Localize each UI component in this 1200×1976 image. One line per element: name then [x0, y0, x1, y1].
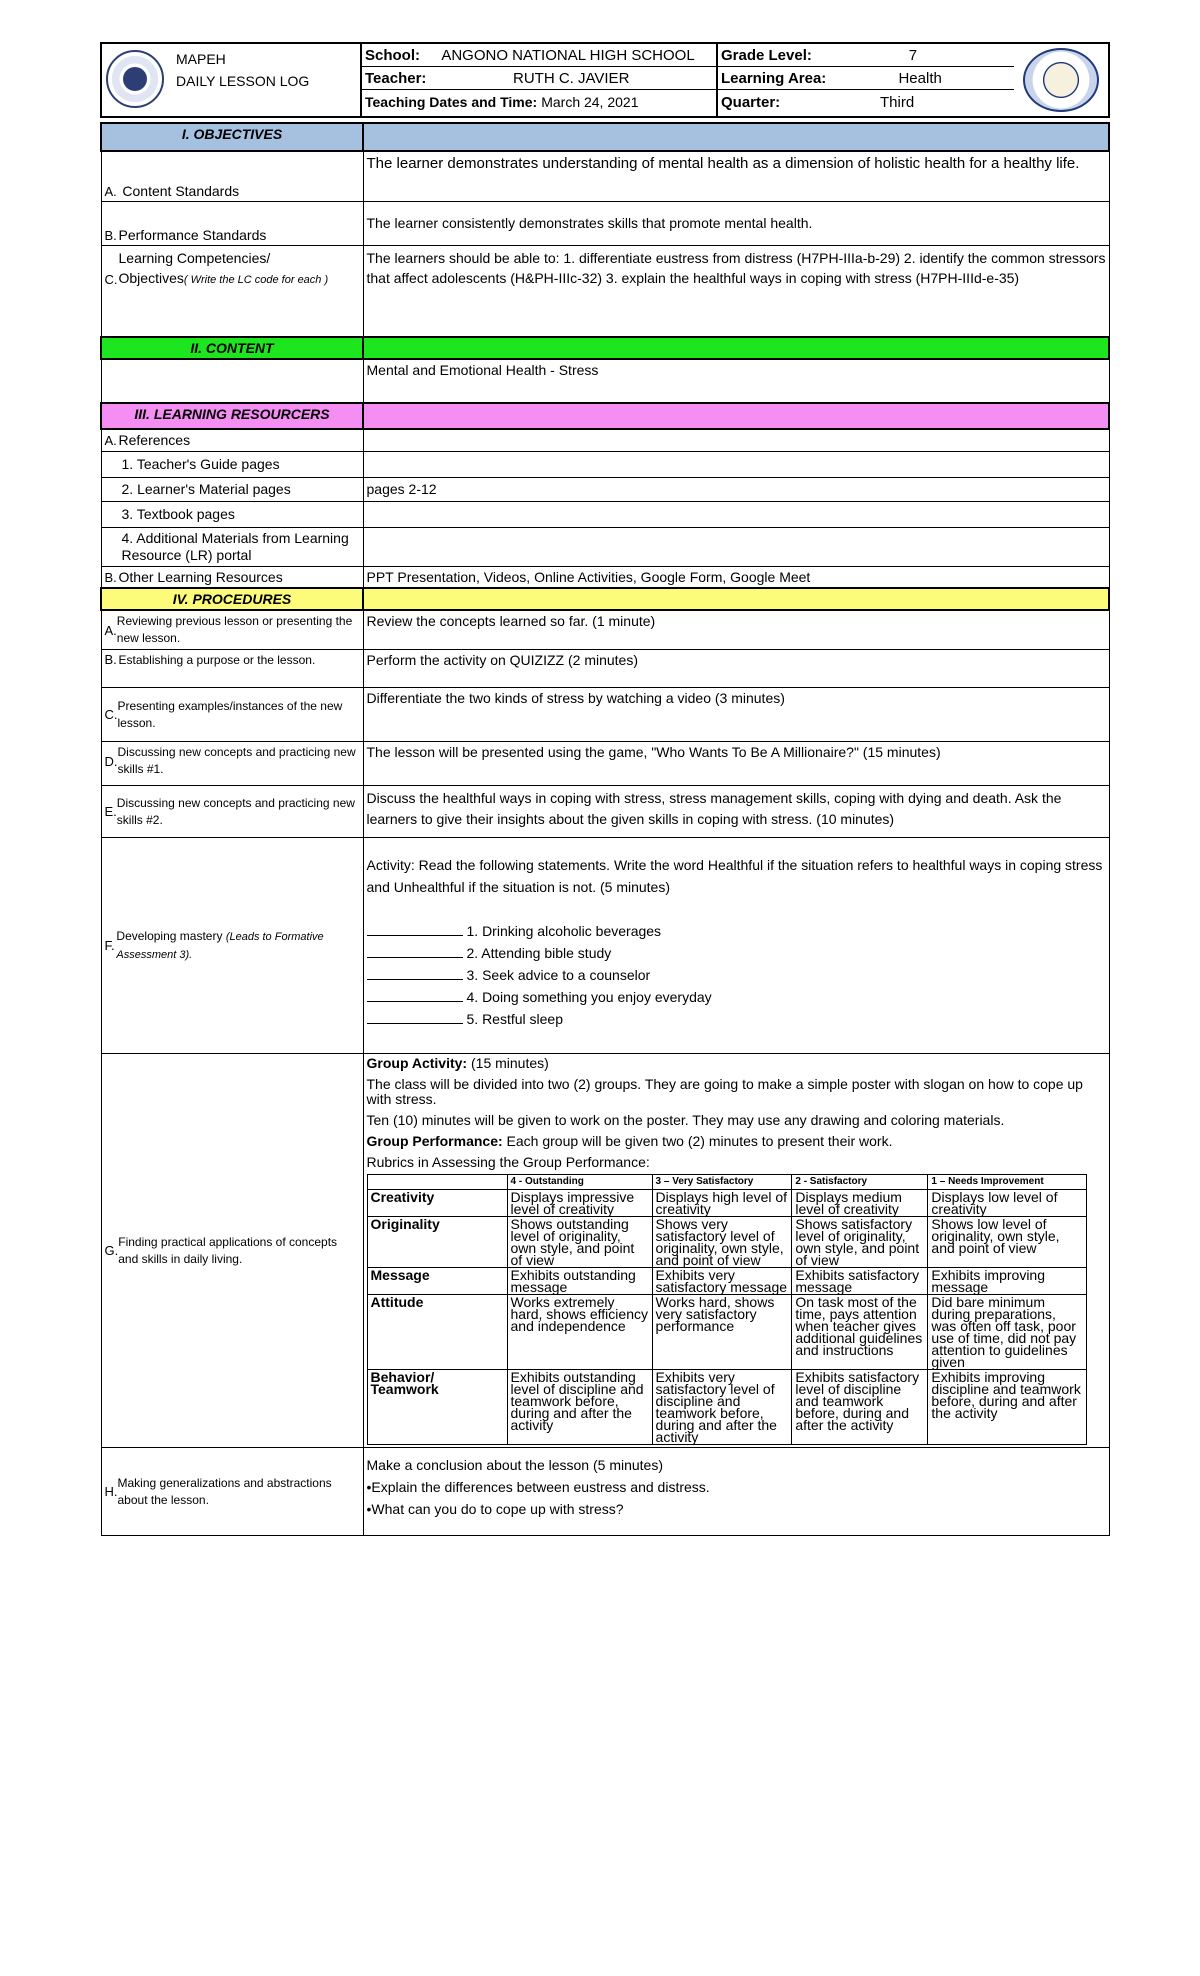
teacher-label: Teacher:	[365, 69, 427, 87]
objectives-label: Objectives	[118, 269, 184, 286]
content-standards-text: The learner demonstrates understanding of mental health as a dimension of holistic health for a healthy life.	[366, 155, 1080, 172]
table-row	[101, 501, 1109, 527]
procedures-heading-row	[101, 588, 1109, 610]
table-row: C. Presenting examples/instances of the new lesson. Differentiate the two kinds of stress by watching a video (3 minutes)	[101, 688, 1109, 742]
table-row: Behavior/ Teamwork Exhibits outstanding level of discipline and teamwork before, during and after the activity Exhibits very satisfactory level of discipline and teamwork before, during and after the activity Exhibits satisfactory level of discipline and teamwork before, during and after the activity Exhibits improving discipline and teamwork before, during and after the activity	[367, 1370, 1086, 1445]
title-mapeh: MAPEH	[176, 51, 226, 67]
school-label: School:	[365, 46, 420, 64]
header-school-block	[362, 44, 718, 116]
performance-standards-label: Performance Standards	[118, 226, 267, 243]
quarter-value: Third	[880, 93, 915, 111]
table-row: E. Discussing new concepts and practicing new skills #2. Discuss the healthful ways in coping with stress, stress management skills, coping with dying and death. Ask the learners to give their insights about the given skills in coping with stress. (10 minutes)	[101, 786, 1109, 838]
references-label: References	[118, 432, 191, 448]
table-row: B. Performance Standards The learner consistently demonstrates skills that promote mental health.	[101, 201, 1109, 245]
quarter-label: Quarter:	[721, 93, 781, 111]
group-activity-text: The class will be divided into two (2) groups. They are going to make a simple poster with slogan on how to cope up with stress.	[366, 1076, 1083, 1107]
resources-heading: III. LEARNING RESOURCERS	[101, 403, 363, 429]
header	[100, 42, 1110, 118]
list-item: 3. Seek advice to a counselor	[367, 964, 1106, 986]
procedure-h-line3: •What can you do to cope up with stress?	[366, 1501, 624, 1517]
teacher-row	[362, 67, 716, 90]
learners-material-value: pages 2-12	[363, 477, 1109, 501]
objectives-heading: I. OBJECTIVES	[101, 123, 363, 151]
additional-materials-label: 4. Additional Materials from Learning Resource (LR) portal	[101, 527, 363, 566]
procedure-b-text: Perform the activity on QUIZIZZ (2 minutes)	[363, 650, 1109, 688]
textbook-label: 3. Textbook pages	[101, 501, 363, 527]
header-grade-block	[718, 44, 1014, 116]
school-value: ANGONO NATIONAL HIGH SCHOOL	[441, 46, 695, 64]
procedure-e-label: Discussing new concepts and practicing new skills #2.	[116, 795, 355, 827]
procedure-f-intro: Activity: Read the following statements. Write the word Healthful if the situation refers to healthful ways in coping stress and Unhealthful if the situation is not. (5 minutes)	[366, 857, 1103, 895]
list-item: 5. Restful sleep	[367, 1008, 1106, 1030]
table-row	[101, 451, 1109, 477]
content-text: Mental and Emotional Health - Stress	[366, 362, 599, 378]
procedure-c-label: Presenting examples/instances of the new lesson.	[117, 698, 343, 730]
table-row	[101, 359, 1109, 403]
rubric-header-row: 4 - Outstanding 3 – Very Satisfactory 2 - Satisfactory 1 – Needs Improvement	[367, 1175, 1086, 1190]
learners-material-label: 2. Learner's Material pages	[101, 477, 363, 501]
table-row: B. Other Learning Resources PPT Presentation, Videos, Online Activities, Google Form, Google Meet	[101, 566, 1109, 588]
table-row: C. Learning Competencies/ Objectives( Write the LC code for each ) The learners should be able to: 1. differentiate eustress from distress (H7PH-IIIa-b-29) 2. identify the common stressors that affect adolescents (H&PH-IIIc-32) 3. explain the healthful ways in coping with stress (H7PH-IIId-e-35)	[101, 245, 1109, 337]
area-value: Health	[898, 69, 942, 87]
table-row	[101, 477, 1109, 501]
table-row: Creativity Displays impressive level of creativity Displays high level of creativity Displays medium level of creativity Displays low level of creativity	[367, 1190, 1086, 1217]
quarter-row	[718, 90, 1014, 114]
content-heading-row	[101, 337, 1109, 359]
procedure-e-text: Discuss the healthful ways in coping with stress, stress management skills, coping with dying and death. Ask the learners to give their insights about the given skills in coping with stress. (10 minutes)	[363, 786, 1109, 838]
performance-standards-text: The learner consistently demonstrates skills that promote mental health.	[366, 215, 813, 231]
lc-code-note: ( Write the LC code for each )	[183, 273, 329, 286]
lesson-table	[100, 122, 1110, 1536]
other-resources-value: PPT Presentation, Videos, Online Activities, Google Form, Google Meet	[363, 566, 1109, 588]
competencies-label: Learning Competencies/	[118, 249, 271, 266]
procedure-f-label: Developing mastery	[116, 928, 223, 943]
table-row: D. Discussing new concepts and practicing new skills #1. The lesson will be presented using the game, "Who Wants To Be A Millionaire?" (15 minutes)	[101, 742, 1109, 786]
table-row: B. Establishing a purpose or the lesson. Perform the activity on QUIZIZZ (2 minutes)	[101, 650, 1109, 688]
teacher-value: RUTH C. JAVIER	[513, 69, 630, 87]
table-row: A. Reviewing previous lesson or presenting the new lesson. Review the concepts learned so far. (1 minute)	[101, 610, 1109, 650]
school-logo-icon	[1023, 48, 1099, 112]
table-row: Originality Shows outstanding level of originality, own style, and point of view Shows very satisfactory level of originality, own style, and point of view Shows satisfactory level of originality, own style, and point of view Shows low level of originality, own style, and point of view	[367, 1217, 1086, 1268]
rubric-table	[367, 1174, 1087, 1445]
procedure-d-label: Discussing new concepts and practicing new skills #1.	[117, 745, 356, 776]
procedure-b-label: Establishing a purpose or the lesson.	[118, 653, 316, 667]
list-item: 1. Drinking alcoholic beverages	[367, 920, 1106, 942]
dates-label: Teaching Dates and Time:	[365, 94, 538, 110]
school-row	[362, 44, 716, 67]
header-title-block	[102, 44, 362, 116]
table-row	[101, 527, 1109, 566]
procedure-h-label: Making generalizations and abstractions about the lesson.	[117, 1475, 332, 1507]
grade-row	[718, 44, 1014, 67]
list-item: 2. Attending bible study	[367, 942, 1106, 964]
procedure-a-label: Reviewing previous lesson or presenting the new lesson.	[116, 614, 353, 645]
procedure-h-line2: •Explain the differences between eustress and distress.	[366, 1479, 710, 1495]
procedure-a-text: Review the concepts learned so far. (1 minute)	[363, 610, 1109, 650]
table-row: F. Developing mastery (Leads to Formative Assessment 3). Activity: Read the following statements. Write the word Healthful if the situation refers to healthful ways in coping stress and Unhealthful if the situation is not. (5 minutes) 1. Drinking alcoholic beverages 2. Attending bible study 3. Seek advice to a counselor 4. Doing something you enjoy everyday 5. Restful sleep	[101, 838, 1109, 1054]
teachers-guide-label: 1. Teacher's Guide pages	[101, 451, 363, 477]
table-row: Message Exhibits outstanding message Exhibits very satisfactory message Exhibits satisfactory message Exhibits improving message	[367, 1268, 1086, 1295]
table-row: Attitude Works extremely hard, shows efficiency and independence Works hard, shows very satisfactory performance On task most of the time, pays attention when teacher gives additional guidelines and instructions Did bare minimum during preparations, was often off task, poor use of time, did not pay attention to guidelines given	[367, 1295, 1086, 1370]
content-standards-label: Content Standards	[122, 182, 240, 199]
dates-value: March 24, 2021	[541, 94, 639, 110]
table-row: A. References	[101, 429, 1109, 451]
lesson-log-sheet	[100, 42, 1110, 1536]
title-daily-lesson-log: DAILY LESSON LOG	[176, 73, 310, 89]
area-label: Learning Area:	[721, 69, 827, 87]
deped-seal-icon	[106, 50, 164, 108]
group-activity-time-text: Ten (10) minutes will be given to work on the poster. They may use any drawing and coloring materials.	[366, 1112, 1005, 1128]
group-activity-cell: Group Activity: (15 minutes) The class will be divided into two (2) groups. They are going to make a simple poster with slogan on how to cope up with stress. Ten (10) minutes will be given to work on the poster. They may use any drawing and coloring materials. Group Performance: Each group will be given two (2) minutes to present their work. Rubrics in Assessing the Group Performance: 4 - Outstanding 3 – Very Satisfactory 2 - Satisfactory 1 – Needs Improvement Creativity Displays impressive level of creativity Displays high level of creativity Displays medium level of creativity Displays low level of creativity Originality Shows outstanding level of originality, own style, and point of view Shows very satisfactory level of originality, own style, and point of view Shows satisfactory level of originality, own style, and point of view Shows low level of originality, own style, and point of view Message Exhibits outstanding message Exhibits very satisfactory message Exhibits satisfactory message Exhibits improving message Attitude Works extremely hard, shows efficiency and independence Works hard, shows very satisfactory performance On task most of the time, pays attention when teacher gives additional guidelines and instructions Did bare minimum during preparations, was often off task, poor use of time, did not pay attention to guidelines given Behavior/ Teamwork Exhibits outstanding level of discipline and teamwork before, during and after the activity Exhibits very satisfactory level of discipline and teamwork before, during and after the activity Exhibits satisfactory level of discipline and teamwork before, during and after the activity Exhibits improving discipline and teamwork before, during and after the activity	[363, 1054, 1109, 1448]
dates-row	[362, 90, 716, 114]
procedure-f-note: (Leads to Formative Assessment 3).	[116, 930, 324, 961]
other-resources-label: Other Learning Resources	[118, 568, 283, 585]
content-heading: II. CONTENT	[101, 337, 363, 359]
grade-label: Grade Level:	[721, 46, 812, 64]
area-row	[718, 67, 1014, 90]
competencies-text: The learners should be able to: 1. differentiate eustress from distress (H7PH-IIIa-b-29) 2. identify the common stressors that affect adolescents (H&PH-IIIc-32) 3. explain the healthful ways in coping with stress (H7PH-IIId-e-35)	[366, 249, 1106, 286]
objectives-heading-row	[101, 123, 1109, 151]
resources-heading-row	[101, 403, 1109, 429]
procedure-g-label: Finding practical applications of concepts and skills in daily living.	[118, 1234, 338, 1266]
procedures-heading: IV. PROCEDURES	[101, 588, 363, 610]
table-row: G. Finding practical applications of concepts and skills in daily living. Group Activity: (15 minutes) The class will be divided into two (2) groups. They are going to make a simple poster with slogan on how to cope up with stress. Ten (10) minutes will be given to work on the poster. They may use any drawing and coloring materials. Group Performance: Each group will be given two (2) minutes to present their work. Rubrics in Assessing the Group Performance: 4 - Outstanding 3 – Very Satisfactory 2 - Satisfactory 1 – Needs Improvement Creativity Displays impressive level of creativity Displays high level of creativity Displays medium level of creativity Displays low level of creativity Originality Shows outstanding level of originality, own style, and point of view Shows very satisfactory level of originality, own style, and point of view Shows satisfactory level of originality, own style, and point of view Shows low level of originality, own style, and point of view Message Exhibits outstanding message Exhibits very satisfactory message Exhibits satisfactory message Exhibits improving message Attitude Works extremely hard, shows efficiency and independence Works hard, shows very satisfactory performance On task most of the time, pays attention when teacher gives additional guidelines and instructions Did bare minimum during preparations, was often off task, poor use of time, did not pay attention to guidelines given Behavior/ Teamwork Exhibits outstanding level of discipline and teamwork before, during and after the activity Exhibits very satisfactory level of discipline and teamwork before, during and after the activity Exhibits satisfactory level of discipline and teamwork before, during and after the activity Exhibits improving discipline and teamwork before, during and after the activity	[101, 1054, 1109, 1448]
table-row: A. Content Standards The learner demonstrates understanding of mental health as a dimension of holistic health for a healthy life.	[101, 151, 1109, 201]
procedure-d-text: The lesson will be presented using the game, "Who Wants To Be A Millionaire?" (15 minutes)	[363, 742, 1109, 786]
procedure-h-line1: Make a conclusion about the lesson (5 minutes)	[366, 1457, 663, 1473]
table-row: H. Making generalizations and abstractions about the lesson. Make a conclusion about the lesson (5 minutes) •Explain the differences between eustress and distress. •What can you do to cope up with stress?	[101, 1448, 1109, 1536]
rubric-intro: Rubrics in Assessing the Group Performance:	[366, 1154, 650, 1170]
list-item: 4. Doing something you enjoy everyday	[367, 986, 1106, 1008]
procedure-c-text: Differentiate the two kinds of stress by watching a video (3 minutes)	[363, 688, 1109, 742]
grade-value: 7	[908, 46, 918, 64]
